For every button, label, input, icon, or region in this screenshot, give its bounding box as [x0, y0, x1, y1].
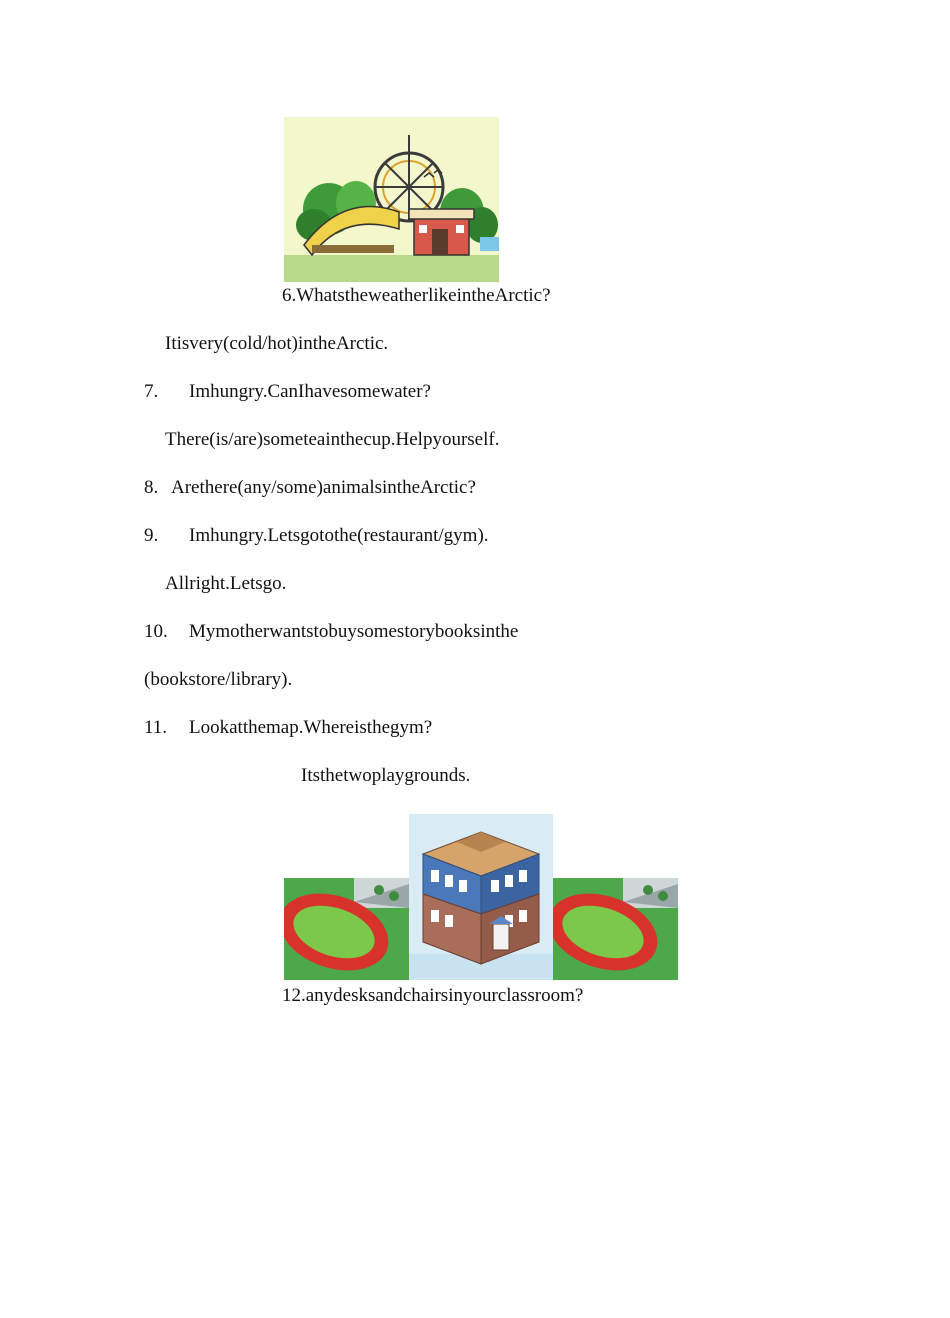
- question-9-text: Imhungry.Letsgotothe(restaurant/gym).: [189, 525, 489, 546]
- question-8: [144, 476, 476, 500]
- item-number: 8.: [144, 477, 159, 498]
- question-8-text: Arethere(any/some)animalsintheArctic?: [171, 477, 476, 498]
- question-12-text: 12.anydesksandchairsinyourclassroom?: [282, 985, 584, 1006]
- question-6-text: 6.WhatstheweatherlikeintheArctic?: [282, 285, 551, 306]
- question-6: [282, 284, 551, 308]
- answer-9-text: Allright.Letsgo.: [165, 573, 287, 594]
- question-12: [282, 984, 583, 1008]
- question-11-text: Lookatthemap.Whereisthegym?: [189, 717, 433, 738]
- item-number: 9.: [144, 525, 159, 546]
- answer-7-text: There(is/are)someteainthecup.Helpyourself.: [165, 429, 500, 450]
- question-10-continued-text: (bookstore/library).: [144, 669, 293, 690]
- question-10: [144, 620, 518, 644]
- answer-11: [301, 764, 470, 788]
- question-11: [144, 716, 432, 740]
- question-9: [144, 524, 489, 548]
- answer-9: [165, 572, 286, 596]
- answer-11-text: Itsthetwoplaygrounds.: [301, 765, 471, 786]
- playground-right-picture: [553, 862, 678, 980]
- answer-6-text: Itisvery(cold/hot)intheArctic.: [165, 333, 389, 354]
- question-10-continued: [144, 668, 292, 692]
- question-7: [144, 380, 431, 404]
- answer-7: [165, 428, 499, 452]
- item-number: 11.: [144, 717, 168, 738]
- gym-building-picture: [409, 814, 553, 980]
- question-10-text: Mymotherwantstobuysomestorybooksinthe: [189, 621, 519, 642]
- question-7-text: Imhungry.CanIhavesomewater?: [189, 381, 431, 402]
- playground-left-picture: [284, 862, 409, 980]
- answer-6: [165, 332, 388, 356]
- item-number: 7.: [144, 381, 159, 402]
- item-number: 10.: [144, 621, 168, 642]
- amusement-park-picture: [284, 117, 499, 282]
